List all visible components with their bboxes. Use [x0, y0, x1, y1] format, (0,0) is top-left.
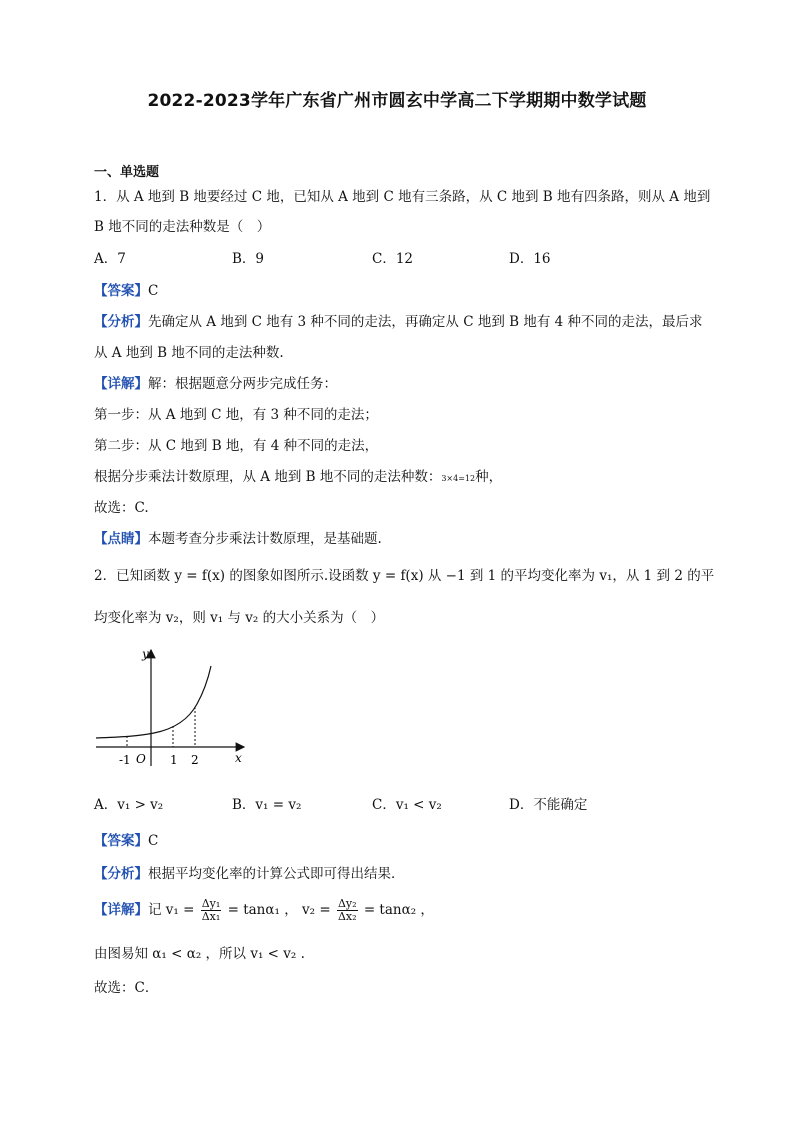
detail-line4-text: 根据分步乘法计数原理，从 A 地到 B 地不同的走法种数： — [94, 469, 442, 485]
q2-stem-line2: 均变化率为 v₂，则 v₁ 与 v₂ 的大小关系为（ ） — [94, 610, 385, 626]
q2-detail-line2: 由图易知 α₁ < α₂ ，所以 v₁ < v₂ . — [94, 946, 305, 962]
q1-choose: 故选：C. — [94, 500, 149, 516]
answer-tag: 【答案】 — [94, 283, 148, 299]
q2-option-a: A．v₁ > v₂ — [94, 797, 164, 813]
q1-comment — [94, 529, 382, 549]
section-heading: 一、单选题 — [94, 165, 160, 180]
q1-analysis-line1 — [94, 312, 703, 332]
analysis-tag: 【分析】 — [94, 314, 148, 330]
x-axis-label: x — [235, 751, 242, 765]
detail-mid2: = tanα₂ ， — [363, 902, 434, 918]
origin-label: O — [136, 752, 146, 766]
detail-tag: 【详解】 — [94, 376, 148, 392]
fraction-2-numerator: Δy₂ — [337, 897, 357, 910]
function-curve — [96, 666, 211, 738]
detail-text: 解：根据题意分两步完成任务： — [148, 376, 337, 392]
analysis-tag: 【分析】 — [94, 866, 148, 882]
q1-option-c: C．12 — [372, 251, 414, 267]
q1-option-a: A．7 — [94, 251, 126, 267]
tick-label-2: 2 — [191, 753, 199, 767]
page-title: 2022-2023学年广东省广州市圆玄中学高二下学期期中数学试题 — [147, 91, 647, 111]
fraction-1 — [201, 898, 222, 923]
detail-tag: 【详解】 — [94, 902, 148, 918]
q1-detail-line2: 第一步：从 A 地到 C 地，有 3 种不同的走法； — [94, 407, 378, 423]
detail-line4-formula: 3×4=12 — [441, 474, 476, 483]
q1-option-b: B．9 — [232, 251, 265, 267]
fraction-2 — [337, 898, 358, 923]
y-axis-label: y — [142, 647, 149, 661]
comment-tag: 【点睛】 — [94, 531, 148, 547]
analysis-text: 先确定从 A 地到 C 地有 3 种不同的走法，再确定从 C 地到 B 地有 4 种不同的走法，最后求 — [148, 314, 703, 330]
q1-answer — [94, 281, 158, 301]
answer-tag: 【答案】 — [94, 833, 148, 849]
analysis-text: 根据平均变化率的计算公式即可得出结果． — [148, 866, 405, 882]
q1-detail-line1 — [94, 374, 337, 394]
q2-option-d: D．不能确定 — [509, 797, 588, 813]
q1-detail-line4 — [94, 467, 502, 489]
q1-analysis-line2: 从 A 地到 B 地不同的走法种数. — [94, 345, 284, 361]
tick-label-minus1: -1 — [119, 753, 131, 767]
q2-stem-line1: 2．已知函数 y = f(x) 的图象如图所示.设函数 y = f(x) 从 −1 到 1 的平均变化率为 v₁，从 1 到 2 的平 — [94, 568, 715, 584]
q2-option-c: C．v₁ < v₂ — [372, 797, 442, 813]
fraction-1-denominator: Δx₁ — [201, 910, 221, 923]
detail-line4-suffix: 种， — [475, 469, 503, 485]
fraction-2-denominator: Δx₂ — [337, 910, 357, 923]
answer-value: C — [148, 283, 159, 299]
q2-option-b: B．v₁ = v₂ — [232, 797, 302, 813]
fraction-1-numerator: Δy₁ — [201, 897, 221, 910]
q2-answer — [94, 831, 158, 851]
q2-analysis — [94, 864, 405, 884]
q2-detail-line1 — [94, 896, 434, 924]
q1-stem-line1: 1．从 A 地到 B 地要经过 C 地，已知从 A 地到 C 地有三条路，从 C 地到 B 地有四条路，则从 A 地到 — [94, 189, 711, 205]
answer-value: C — [148, 833, 159, 849]
tick-label-1: 1 — [170, 753, 178, 767]
comment-text: 本题考查分步乘法计数原理，是基础题. — [148, 531, 382, 547]
q2-choose: 故选：C． — [94, 980, 159, 996]
q1-stem-line2: B 地不同的走法种数是（ ） — [94, 219, 271, 235]
detail-mid1: = tanα₁ ， v₂ = — [227, 902, 331, 918]
detail-prefix: 记 v₁ = — [148, 902, 195, 918]
function-graph — [94, 644, 254, 770]
q1-option-d: D．16 — [509, 251, 551, 267]
q1-detail-line3: 第二步：从 C 地到 B 地，有 4 种不同的走法， — [94, 438, 379, 454]
